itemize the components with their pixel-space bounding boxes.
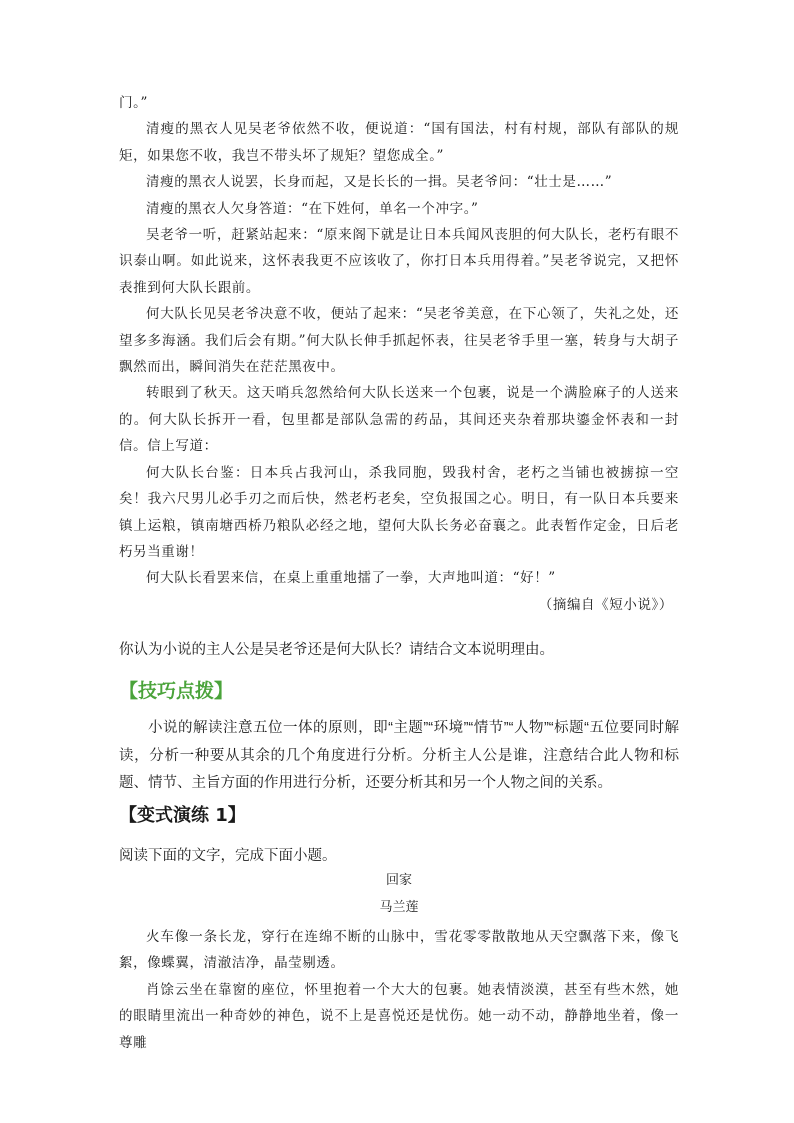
story-paragraph: 转眼到了秋天。这天哨兵忽然给何大队长送来一个包裹，说是一个满脸麻子的人送来的。何大队长拆开一看，包里都是部队急需的药品，其间还夹杂着那块鎏金怀表和一封信。信上写道：	[119, 385, 679, 455]
story-author: 马兰莲	[379, 900, 419, 915]
story-paragraph: 清瘦的黑衣人说罢，长身而起，又是长长的一揖。吴老爷问：“壮士是……”	[146, 174, 613, 191]
story-source: （摘编自《短小说》）	[538, 596, 673, 613]
story-paragraph: 何大队长见吴老爷决意不收，便站了起来：“吴老爷美意，在下心领了，失礼之处，还望多多海涵。我们后会有期。”何大队长伸手抓起怀表，往吴老爷手里一塞，转身与大胡子飘然而出，瞬间消失在茫茫黑夜中。	[119, 306, 679, 376]
story-title: 回家	[385, 873, 412, 888]
tips-heading: 【技巧点拨】	[119, 680, 234, 702]
variant-heading: 【变式演练 1】	[119, 805, 246, 826]
story-paragraph: 清瘦的黑衣人见吴老爷依然不收，便说道：“国有国法，村有村规，部队有部队的规矩，如果您不收，我岂不带头坏了规矩？望您成全。”	[119, 121, 679, 164]
story-paragraph: 吴老爷一听，赶紧站起来：“原来阁下就是让日本兵闻风丧胆的何大队长，老朽有眼不识泰山啊。如此说来，这怀表我更不应该收了，你打日本兵用得着。”吴老爷说完，又把怀表推到何大队长跟前。	[119, 227, 679, 296]
story-paragraph: 清瘦的黑衣人欠身答道：“在下姓何，单名一个冲字。”	[146, 200, 479, 217]
story-paragraph: 肖馀云坐在靠窗的座位，怀里抱着一个大大的包裹。她表情淡漠，甚至有些木然，她的眼睛里流出一种奇妙的神色，说不上是喜悦还是忧伤。她一动不动，静静地坐着，像一尊雕	[119, 981, 679, 1051]
story-paragraph: 何大队长看罢来信，在桌上重重地擂了一拳，大声地叫道：“好！”	[146, 570, 556, 587]
story-paragraph: 门。”	[119, 95, 148, 111]
variant-instruction: 阅读下面的文字，完成下面小题。	[119, 848, 337, 864]
question-text: 你认为小说的主人公是吴老爷还是何大队长？请结合文本说明理由。	[119, 642, 554, 658]
story-paragraph: 火车像一条长龙，穿行在连绵不断的山脉中，雪花零零散散地从天空飘落下来，像飞絮，像蝶翼，清澈洁净，晶莹剔透。	[119, 929, 679, 972]
variant-story	[119, 924, 679, 1056]
story-letter: 何大队长台鉴：日本兵占我河山，杀我同胞，毁我村舍，老朽之当铺也被掳掠一空矣！我六尺男儿必手刃之而后快，然老朽老矣，空负报国之心。明日，有一队日本兵要来镇上运粮，镇南塘西桥乃粮队必经之地，望何大队长务必奋襄之。此表暂作定金，日后老朽另当重谢！	[119, 464, 679, 560]
tips-body: 小说的解读注意五位一体的原则，即“主题”“环境”“情节”“人物”“标题“五位要同时解读，分析一种要从其余的几个角度进行分析。分析主人公是谁，注意结合此人物和标题、情节、主旨方面的作用进行分析，还要分析其和另一个人物之间的关系。	[119, 720, 679, 791]
story-excerpt	[119, 90, 679, 618]
